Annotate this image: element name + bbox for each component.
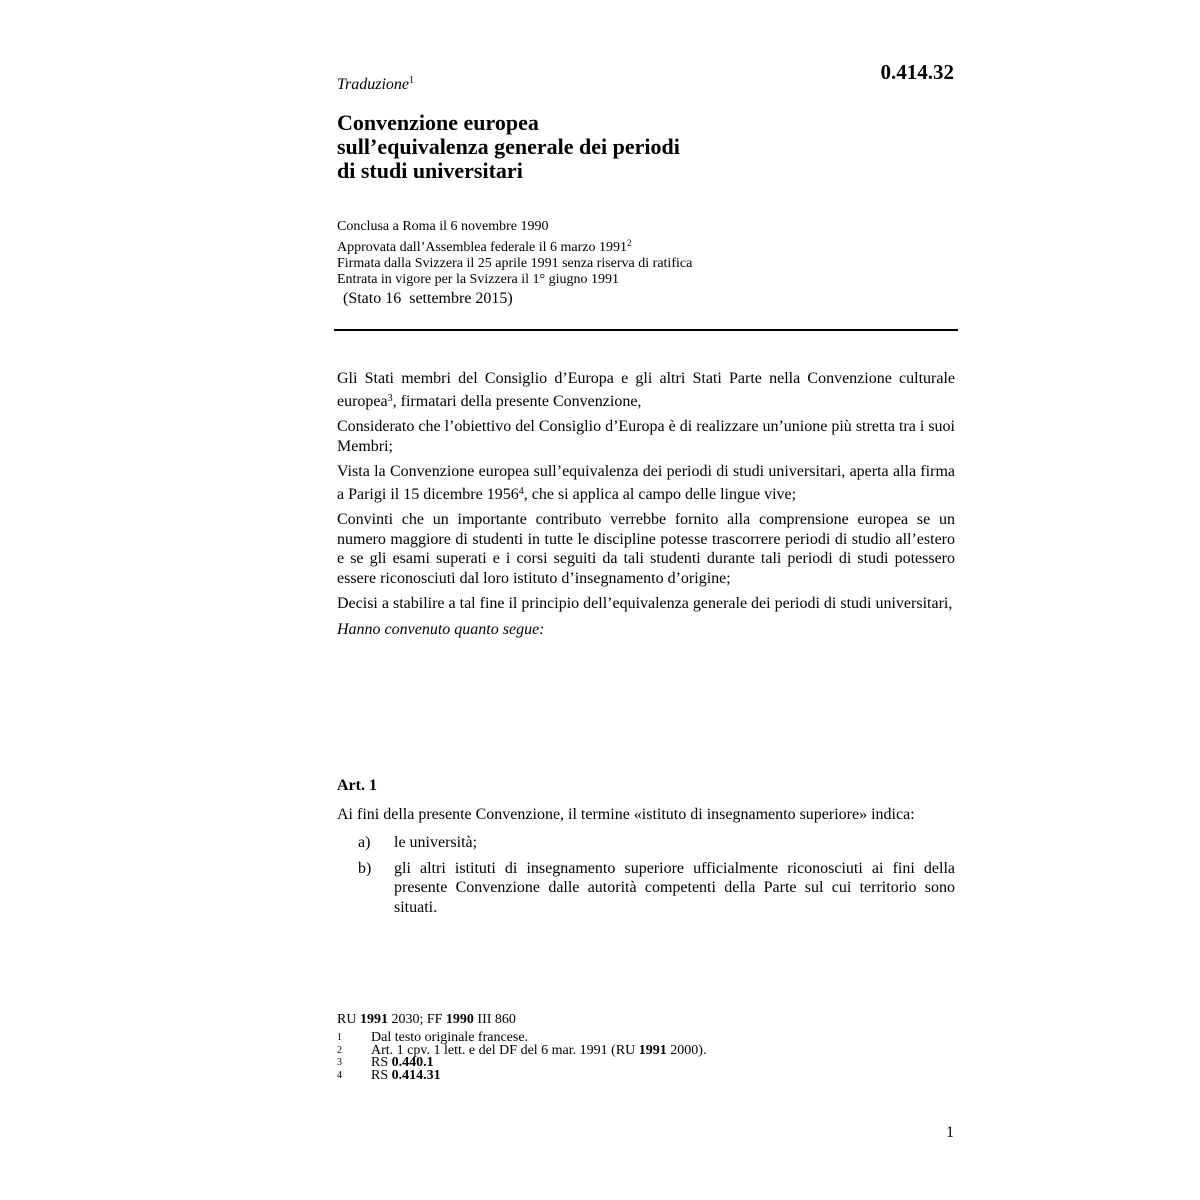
footnote-4-ref-link[interactable]: 0.414.31: [391, 1067, 441, 1083]
footnote-4: [337, 1067, 957, 1083]
preamble: [337, 369, 955, 645]
footnote-text: [371, 1067, 957, 1083]
footnote-text: Dal testo originale francese.: [371, 1030, 529, 1045]
footnote-3-ref-link[interactable]: 0.440.1: [391, 1055, 434, 1070]
footnote-ref-1[interactable]: 1: [409, 75, 415, 86]
footnote-3-prefix: RS: [371, 1055, 389, 1070]
article-1-item-a: [337, 833, 955, 853]
footnote-4-prefix: RS: [371, 1067, 389, 1083]
meta-approved: [337, 235, 957, 256]
footnote-number: 3: [337, 1057, 342, 1068]
title-line-3: di studi universitari: [337, 158, 523, 183]
footnote-number: 1: [337, 1032, 342, 1043]
preamble-paragraph-5: Decisi a stabilire a tal fine il principio dell’equivalenza generale dei periodi di studi universitari,: [337, 595, 953, 612]
footnote-2-year: 1991: [638, 1042, 667, 1058]
preamble-p3-text-a: Vista la Convenzione europea sull’equivalenza dei periodi di studi universitari, aperta alla firma a Parigi il 15 dicembre 1956: [337, 463, 955, 503]
preamble-paragraph-6: Hanno convenuto quanto segue:: [337, 620, 545, 638]
ru-year: 1991: [359, 1012, 388, 1027]
preamble-paragraph-1: [337, 369, 955, 411]
footnote-text: [371, 1042, 957, 1058]
ff-year: 1990: [445, 1012, 474, 1027]
status-date: (Stato 16 settembre 2015): [339, 290, 513, 307]
title-line-2: sull’equivalenza generale dei periodi: [337, 134, 680, 159]
sr-number: 0.414.32: [880, 60, 954, 84]
meta-signed: Firmata dalla Svizzera il 25 aprile 1991 senza riserva di ratifica: [337, 256, 693, 271]
ru-page: 2030; FF: [391, 1012, 443, 1027]
enactment-metadata: [337, 219, 957, 288]
footnote-2-text-a: Art. 1 cpv. 1 lett. e del DF del 6 mar. 1991 (RU: [371, 1042, 636, 1058]
preamble-p1-text-b: , firmatari della presente Convenzione,: [392, 392, 642, 410]
list-marker: b): [358, 859, 372, 877]
official-sources: [337, 1012, 516, 1028]
preamble-p1-text-a: Gli Stati membri del Consiglio d’Europa e gli altri Stati Parte nella Convenzione culturale europea: [337, 370, 955, 410]
header-divider: [334, 329, 958, 331]
article-1-intro: Ai fini della presente Convenzione, il termine «istituto di insegnamento superiore» indica:: [337, 805, 915, 823]
list-text: le università;: [394, 834, 478, 851]
list-text: gli altri istituti di insegnamento superiore ufficialmente riconosciuti ai fini della presente Convenzione dalle autorità competenti della Parte sul cui territorio sono situati.: [394, 859, 955, 916]
footnote-ref-2[interactable]: 2: [627, 238, 632, 248]
title-line-1: Convenzione europea: [337, 110, 539, 135]
meta-concluded: Conclusa a Roma il 6 novembre 1990: [337, 219, 549, 234]
ff-rest: III 860: [477, 1012, 516, 1027]
preamble-p3-text-b: , che si applica al campo delle lingue vive;: [523, 485, 797, 503]
footnote-ref-4[interactable]: 4: [518, 485, 524, 497]
preamble-paragraph-2: Considerato che l’obiettivo del Consiglio d’Europa è di realizzare un’unione più stretta tra i suoi Membri;: [337, 418, 955, 455]
preamble-paragraph-3: [337, 462, 955, 504]
footnote-number: 2: [337, 1044, 342, 1056]
meta-approved-text: Approvata dall’Assemblea federale il 6 marzo 1991: [337, 240, 628, 255]
translation-label: [337, 75, 414, 94]
translation-label-text: Traduzione: [337, 76, 410, 93]
article-1-item-b: [337, 859, 955, 918]
article-1: [337, 776, 955, 923]
footnotes: [337, 1032, 957, 1082]
footnote-2-text-c: 2000).: [670, 1042, 707, 1058]
meta-in-force: Entrata in vigore per la Svizzera il 1° giugno 1991: [337, 272, 620, 287]
document-title: [337, 111, 937, 183]
page-number: 1: [946, 1124, 954, 1141]
ru-label: RU: [337, 1012, 357, 1027]
preamble-paragraph-4: Convinti che un importante contributo verrebbe fornito alla comprensione europea se un numero maggiore di studenti in tutte le discipline potesse trascorrere periodi di studio all’estero e se gli esami superati e i corsi seguiti da tali studenti durante tali periodi di studi potessero essere riconosciuti dal loro istituto d’insegnamento d’origine;: [337, 511, 955, 587]
footnote-text: [371, 1057, 957, 1070]
footnote-ref-3[interactable]: 3: [387, 392, 393, 404]
article-1-title: Art. 1: [337, 777, 377, 794]
list-marker: a): [358, 834, 371, 851]
footnote-number: 4: [337, 1069, 342, 1081]
